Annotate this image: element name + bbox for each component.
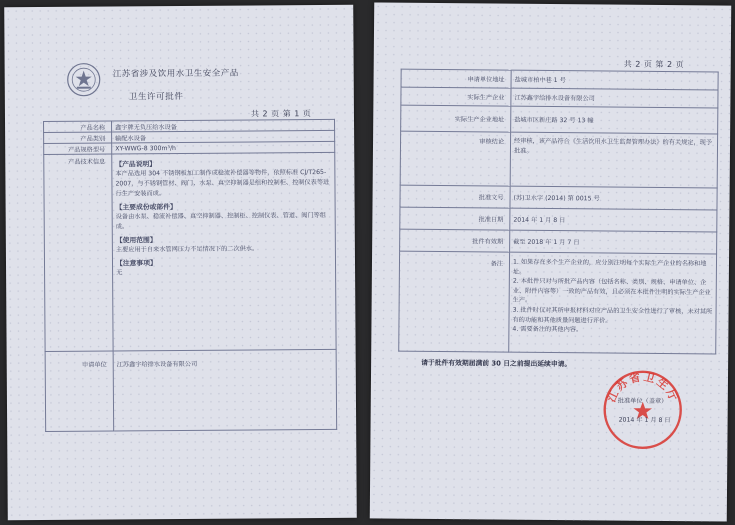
document-title: 江苏省涉及饮用水卫生安全产品: [112, 68, 239, 80]
list-item: 3. 批件时仅对其所申报材料对应产品的卫生安全性进行了审核，未对其所有的功能和其他质量问题进行评价。: [512, 306, 713, 325]
renewal-note: 请于批件有效期届满前 30 日之前提出延续申请。: [421, 358, 572, 369]
permit-page-1: [4, 5, 357, 520]
scope-text: 主要应用于自来水管网压力不足情况下的二次供水。: [115, 245, 259, 254]
approval-no-label: 批准文号: [400, 185, 510, 208]
table-row: [400, 229, 717, 254]
applicant-address-label: 申请单位地址: [401, 69, 511, 88]
approval-date-value: 2014 年 1 月 8 日: [510, 208, 717, 232]
precautions-text: 无: [116, 268, 123, 276]
remarks-list: [512, 258, 713, 337]
remarks-label: 备注: [399, 251, 510, 352]
applicant-label: 申请单位: [45, 351, 114, 431]
precautions-heading: 【注意事项】: [115, 258, 157, 267]
product-category-label: 产品类别: [44, 132, 112, 143]
product-info-table: [43, 119, 337, 432]
components-text: 设备由水泵、稳流补偿器、真空抑制器、控制柜、控制仪表、管道、阀门等组成。: [115, 211, 327, 231]
table-row: [401, 105, 718, 134]
list-item: 4. 需要备注的其他内容。: [512, 325, 583, 334]
permit-page-2: [370, 2, 731, 521]
remarks-value: [509, 252, 717, 354]
actual-producer-label: 实际生产企业: [401, 87, 511, 106]
applicant-value: 江苏鑫宇给排水设备有限公司: [113, 349, 337, 431]
approval-no-value: (苏)卫水字 (2014) 第 0015 号: [510, 186, 717, 210]
table-row: [400, 185, 717, 210]
seal-ring-text: 江苏省卫生厅: [604, 370, 681, 405]
description-heading: 【产品说明】: [115, 160, 157, 169]
official-seal-icon: [601, 368, 684, 451]
document-subtitle: 卫生许可批件: [128, 91, 184, 103]
table-row: [399, 251, 717, 354]
scope-heading: 【使用范围】: [115, 235, 157, 245]
table-row: [45, 349, 337, 431]
actual-producer-value: 江苏鑫宇给排水设备有限公司: [511, 88, 718, 108]
page-number: 共 2 页 第 1 页: [250, 109, 312, 119]
applicant-address-value: 盐城市柏中巷 1 号: [511, 70, 718, 90]
table-row: [400, 131, 717, 188]
valid-until-label: 批件有效期: [400, 229, 510, 252]
seal-caption-date: 2014 年 1 月 8 日: [618, 416, 671, 425]
seal-caption-org: 批准单位（盖章）: [617, 397, 668, 406]
product-name-label: 产品名称: [44, 121, 112, 132]
components-heading: 【主要成份或部件】: [115, 202, 177, 212]
national-emblem-icon: [67, 63, 101, 97]
product-spec-value: XY-WWG-8 300m³/h: [112, 141, 335, 154]
description-text: 本产品选用 304 不锈钢板加工制作成稳流补偿器等物件，依照标准 CJ/T265-2007，与不锈钢管材、阀门、水泵、真空抑制器是组和控制柜、控制仪表等进行生产安装而成。: [115, 168, 330, 198]
table-row: [400, 207, 717, 232]
review-conclusion-label: 审核结论: [400, 131, 510, 186]
approval-date-label: 批准日期: [400, 207, 510, 230]
product-tech-content: [112, 152, 336, 351]
producer-address-value: 盐城市区新庄路 32 号 13 幢: [511, 106, 718, 134]
review-conclusion-value: 经审核，该产品符合《生活饮用水卫生监督管理办法》的有关规定，现予批准。: [510, 132, 717, 188]
product-name-value: 鑫宇牌无负压给水设备: [112, 119, 335, 132]
list-item: 2. 本批件只对与所批产品内容（包括名称、类别、规格、申请单位、企业、附件内容等）一致的产品有效，且必须在本批件注明的实际生产企业生产。: [512, 277, 711, 305]
product-spec-label: 产品规格型号: [44, 143, 112, 154]
product-tech-label: 产品技术信息: [44, 154, 113, 351]
approval-info-table: [398, 69, 718, 355]
product-category-value: 输配水设备: [112, 130, 335, 143]
page-number: 共 2 页 第 2 页: [623, 59, 685, 70]
valid-until-value: 截至 2018 年 1 月 7 日: [510, 230, 717, 254]
table-row: [44, 152, 336, 351]
producer-address-label: 实际生产企业地址: [401, 105, 511, 132]
list-item: 1. 如果存在多个生产企业的，应分别注明每个实际生产企业的名称和地址。: [512, 258, 707, 276]
